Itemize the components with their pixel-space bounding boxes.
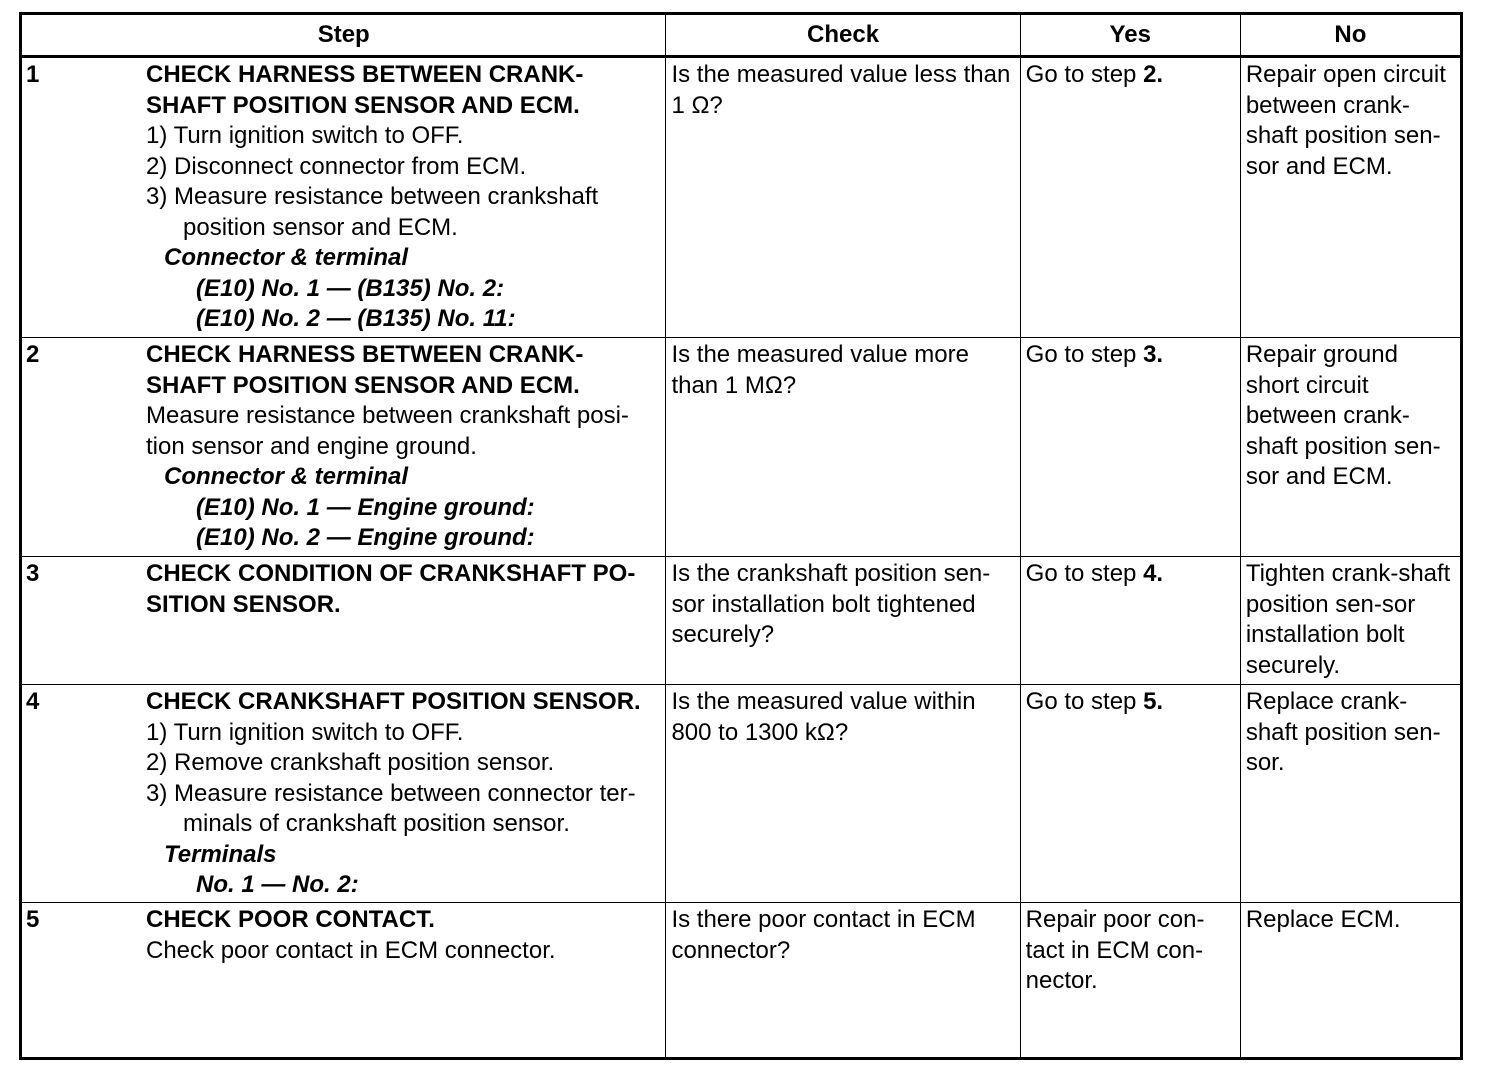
yes-prefix: Go to step: [1025, 560, 1144, 587]
yes-cell: [1020, 557, 1240, 685]
yes-text: [1021, 338, 1240, 371]
yes-text: [1021, 58, 1240, 91]
no-text: Tighten crank-shaft position sen-sor installation bolt securely.: [1245, 560, 1451, 679]
header-step: Step: [21, 14, 666, 57]
step-title-line: SITION SENSOR.: [146, 590, 341, 618]
header-row: [21, 14, 1462, 57]
check-text: Is the measured value more than 1 MΩ?: [671, 341, 969, 399]
yes-prefix: Go to step: [1025, 341, 1144, 368]
step-title-line: SHAFT POSITION SENSOR AND ECM.: [146, 91, 580, 119]
step-item: 1) Turn ignition switch to OFF.: [146, 718, 464, 746]
step-cell: [21, 903, 666, 1059]
header-check: Check: [666, 14, 1020, 57]
step-item: 2) Disconnect connector from ECM.: [146, 152, 527, 180]
yes-text: [1021, 685, 1240, 718]
yes-text: [1021, 557, 1240, 590]
yes-cell: [1020, 338, 1240, 557]
yes-step: 5.: [1143, 688, 1164, 715]
yes-prefix: Go to step: [1025, 688, 1144, 715]
yes-cell: [1020, 903, 1240, 1059]
check-cell: [666, 57, 1020, 338]
table-row: [21, 903, 1462, 1059]
no-text: Replace crank-shaft position sen-sor.: [1245, 688, 1441, 776]
step-title-line: CHECK CRANKSHAFT POSITION SENSOR.: [146, 688, 641, 715]
diagnostic-table: [19, 12, 1463, 1060]
yes-cell: [1020, 57, 1240, 338]
step-item: 3) Measure resistance between connector ter-minals of crankshaft position sensor.: [146, 779, 636, 837]
check-cell: [666, 338, 1020, 557]
no-cell: [1240, 685, 1461, 903]
step-title-line: CHECK HARNESS BETWEEN CRANK-: [146, 341, 584, 368]
step-cell: [21, 557, 666, 685]
check-text: Is the measured value less than 1 Ω?: [671, 61, 1011, 119]
step-cell: [21, 338, 666, 557]
step-number: 1: [26, 61, 40, 88]
header-yes: Yes: [1020, 14, 1240, 57]
step-item: 3) Measure resistance between crankshaft position sensor and ECM.: [146, 183, 599, 241]
check-text: Is the crankshaft position sen-sor installation bolt tightened securely?: [671, 560, 991, 648]
step-number: 3: [26, 560, 40, 587]
step-text: Measure resistance between crankshaft posi-tion sensor and engine ground.: [146, 402, 629, 460]
no-cell: [1240, 557, 1461, 685]
connector-value: (E10) No. 1 — (B135) No. 2:: [196, 274, 505, 302]
connector-value: (E10) No. 2 — Engine ground:: [196, 524, 535, 551]
step-title-line: CHECK POOR CONTACT.: [146, 906, 435, 933]
no-text: Repair open circuit between crank-shaft position sen-sor and ECM.: [1245, 61, 1446, 180]
yes-step: 4.: [1143, 560, 1164, 587]
step-cell: [21, 57, 666, 338]
step-number: 2: [26, 341, 40, 368]
check-cell: [666, 685, 1020, 903]
no-text: Repair ground short circuit between crank-shaft position sen-sor and ECM.: [1245, 341, 1441, 490]
check-text: Is there poor contact in ECM connector?: [671, 906, 976, 964]
no-cell: [1240, 338, 1461, 557]
table-row: [21, 685, 1462, 903]
step-number: 4: [26, 688, 40, 715]
table-row: [21, 57, 1462, 338]
step-title-line: CHECK CONDITION OF CRANKSHAFT PO-: [146, 560, 636, 587]
yes-step: 3.: [1143, 341, 1164, 368]
table-row: [21, 338, 1462, 557]
step-cell: [21, 685, 666, 903]
no-text: Replace ECM.: [1245, 906, 1401, 933]
connector-label: Connector & terminal: [164, 244, 409, 271]
step-item: 1) Turn ignition switch to OFF.: [146, 122, 464, 149]
step-number: 5: [26, 906, 40, 933]
yes-text: Repair poor con-tact in ECM con-nector.: [1025, 906, 1205, 994]
yes-cell: [1020, 685, 1240, 903]
step-title-line: SHAFT POSITION SENSOR AND ECM.: [146, 371, 580, 399]
no-cell: [1240, 903, 1461, 1059]
step-title-line: CHECK HARNESS BETWEEN CRANK-: [146, 61, 584, 88]
check-cell: [666, 903, 1020, 1059]
connector-label: Terminals: [164, 840, 277, 868]
no-cell: [1240, 57, 1461, 338]
connector-value: (E10) No. 2 — (B135) No. 11:: [196, 305, 516, 332]
connector-label: Connector & terminal: [164, 463, 409, 490]
connector-value: No. 1 — No. 2:: [196, 871, 359, 898]
table-row: [21, 557, 1462, 685]
check-cell: [666, 557, 1020, 685]
yes-prefix: Go to step: [1025, 61, 1144, 88]
step-item: 2) Remove crankshaft position sensor.: [146, 749, 555, 776]
check-text: Is the measured value within 800 to 1300 kΩ?: [671, 688, 976, 746]
step-text: Check poor contact in ECM connector.: [146, 936, 556, 964]
connector-value: (E10) No. 1 — Engine ground:: [196, 493, 535, 521]
yes-step: 2.: [1143, 61, 1164, 88]
header-no: No: [1240, 14, 1461, 57]
